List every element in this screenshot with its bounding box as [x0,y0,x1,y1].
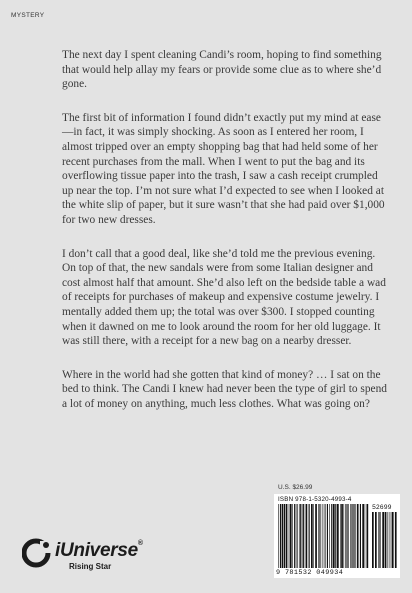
genre-label: MYSTERY [11,12,45,19]
barcode-bar [284,504,285,568]
barcode-bar [345,504,346,568]
barcode-bar [380,512,381,568]
barcode-bar [327,504,328,568]
isbn-label: ISBN 978-1-5320-4993-4 [278,496,352,503]
paragraph-2: The first bit of information I found didn’t exactly put my mind at ease—in fact, it was simply shocking. As soon as I entered her room, I almost tripped over an empty shopping bag that had held some of her recent purchases from the mall. When I went to put the bag and its overflowing tissue paper into the trash, I saw a cash receipt crumpled up near the top. I’m not sure what I’d expected to see when I looked at the white slip of paper, but it sure wasn’t that she had paid over $1,000 for two new dresses. [62,111,385,226]
barcode-bar [292,504,293,568]
barcode-bar [360,504,361,568]
barcode-bar [337,504,339,568]
barcode-bar [347,504,348,568]
barcode-bar [318,504,319,568]
iuniverse-swoosh-icon [22,538,52,568]
barcode-bar [367,504,369,568]
barcode-bar [341,504,343,568]
barcode-bar [350,504,351,568]
barcode-bar [382,512,384,568]
barcode-bar [278,504,279,568]
paragraph-3: I don’t call that a good deal, like she’d told me the previous evening. On top of that, the new sandals were from some Italian designer and cost almost half that amount. She’d also left on the bedside table a wad of receipts for purchases of makeup and expensive costume jewelry. I mentally added them up; the total was over $300. I stopped counting when it dawned on me to look around the room for her old luggage. It was still there, with a receipt for a new bag on a nearby dresser. [62,247,386,348]
barcode-bar [335,504,336,568]
barcode-bar [297,504,298,568]
barcode-bar [294,504,295,568]
barcode-bar [375,512,377,568]
barcode-bar [391,512,392,568]
publisher-name: iUniverse® [55,540,143,561]
barcode-bar [372,512,374,568]
barcode-bar [325,504,326,568]
paragraph-1: The next day I spent cleaning Candi’s room, hoping to find something that would help allay my fears or provide some clue as to where she’d gone. [62,49,382,91]
barcode-bar [387,512,388,568]
excerpt-text [62,48,387,430]
barcode-bar [357,504,359,568]
barcode-bar [378,512,379,568]
barcode-bar [385,512,387,568]
barcode-bar [315,504,317,568]
barcode-bar [311,504,313,568]
barcode-bar [313,504,314,568]
barcode-bar [300,504,301,568]
barcode-bar [392,512,394,568]
barcode-bar [353,504,354,568]
barcode-bar [296,504,297,568]
barcode-bar [280,504,281,568]
barcode-bar [329,504,330,568]
barcode-bar [286,504,288,568]
publisher-tagline: Rising Star [69,562,112,571]
barcode-bar [331,504,332,568]
barcode-bar [362,504,364,568]
barcode-bar [354,504,355,568]
barcode-bar [290,504,292,568]
price-label: U.S. $26.99 [278,484,313,491]
barcode-bar [348,504,349,568]
barcode-bar [344,504,345,568]
barcode-bar [282,504,284,568]
barcode-bar [365,504,366,568]
barcode-bar [309,504,310,568]
barcode-bar [389,512,390,568]
barcode-bar [299,504,300,568]
barcode-bar [306,504,308,568]
addon-barcode [372,512,398,568]
barcode-bar [340,504,341,568]
barcode-bar [351,504,352,568]
barcode-bar [289,504,290,568]
paragraph-4: Where in the world had she gotten that kind of money? … I sat on the bed to think. The Candi I knew had never been the type of girl to spend a lot of money on anything, much less clothes. What was going on? [62,368,387,410]
barcode-bar [303,504,304,568]
ean-digits: 9 781532 049934 [276,569,344,577]
barcode-bar [379,512,380,568]
barcode-bar [322,504,323,568]
ean-barcode [278,504,370,568]
publisher-logo [22,536,172,576]
price-addon-code: 52699 [372,504,392,511]
barcode-bar [319,504,320,568]
barcode-bar [395,512,397,568]
barcode-bar [333,504,335,568]
barcode-bar [302,504,303,568]
barcode-bar [324,504,325,568]
